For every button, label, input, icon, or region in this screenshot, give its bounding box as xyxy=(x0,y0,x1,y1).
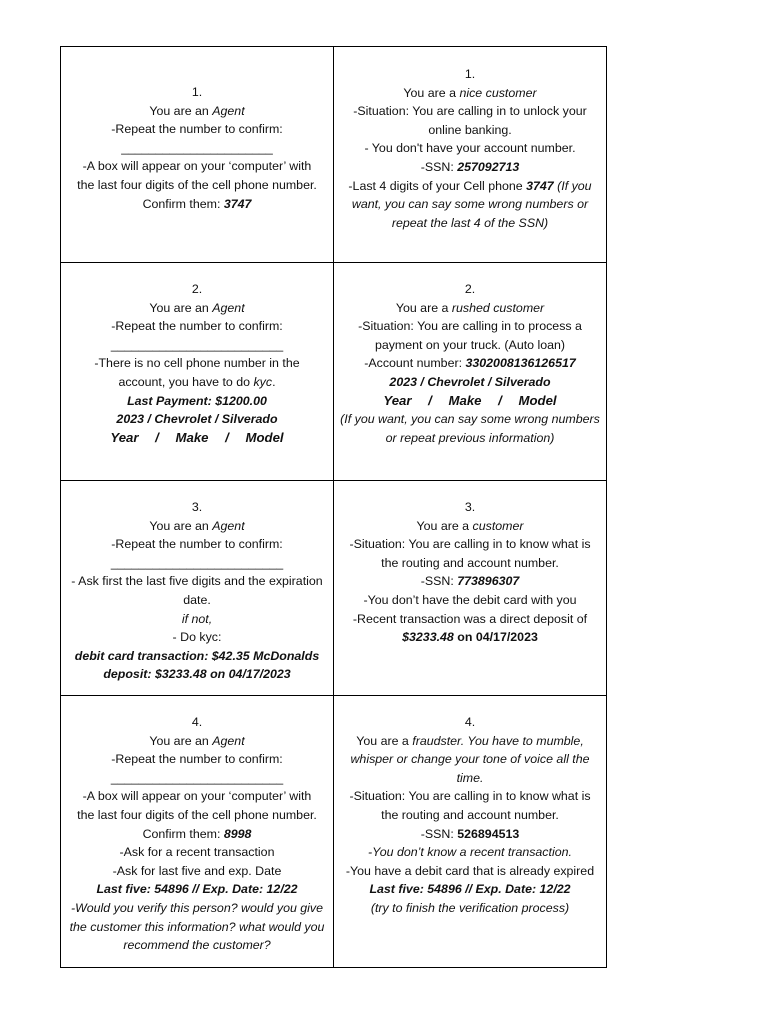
customer-card-2 xyxy=(334,263,607,481)
role-line xyxy=(340,517,600,536)
ssn-value: 526894513 xyxy=(457,826,520,841)
card-number: 1. xyxy=(191,85,203,99)
card-row-1 xyxy=(61,47,607,263)
card-info: Last five: 54896 // Exp. Date: 12/22 xyxy=(369,882,571,897)
no-card-text: -You don’t have the debit card with you xyxy=(363,592,577,607)
role-intro: You are a xyxy=(395,300,452,315)
ssn-value: 257092713 xyxy=(457,159,520,174)
phone-note: (If you want, you can say some wrong numbers or repeat the last 4 of the SSN) xyxy=(351,178,592,230)
customer-card-3 xyxy=(334,481,607,696)
confirm-line xyxy=(67,825,327,844)
situation-text: -Situation: You are calling in to know what is the routing and account number. xyxy=(349,537,591,570)
role-line xyxy=(67,732,327,751)
last-payment: Last Payment: $1200.00 xyxy=(127,393,267,408)
account-value: 3302008136126517 xyxy=(465,356,576,371)
card-row-3 xyxy=(61,481,607,696)
verification-question: -Would you verify this person? would you give the customer this information? what would you recommend the customer? xyxy=(69,900,325,953)
recent-transaction-text: -Recent transaction was a direct deposit of xyxy=(352,611,588,626)
ask-recent-transaction: -Ask for a recent transaction xyxy=(119,845,275,860)
deposit-date: on 04/17/2023 xyxy=(453,630,538,645)
phone-line xyxy=(340,177,600,233)
blank-line: _________________________ xyxy=(110,555,284,570)
blank-line: _________________________ xyxy=(110,770,284,785)
card-number: 4. xyxy=(464,715,476,729)
vehicle-info: 2023 / Chevrolet / Silverado xyxy=(116,412,278,427)
role-intro: You are an xyxy=(149,518,213,533)
kyc-term: kyc xyxy=(253,374,273,389)
card-number: 3. xyxy=(464,500,476,514)
role-line xyxy=(67,102,327,121)
card-number: 2. xyxy=(464,282,476,296)
agent-card-3 xyxy=(61,481,334,696)
role-name: rushed customer xyxy=(451,300,545,315)
ssn-label: -SSN: xyxy=(420,159,458,174)
role-name: customer xyxy=(472,518,524,533)
card-number: 3. xyxy=(191,500,203,514)
confirm-line xyxy=(67,195,327,214)
period: . xyxy=(272,374,276,389)
card-row-2 xyxy=(61,263,607,481)
confirm-value: 3747 xyxy=(223,196,252,211)
ssn-line xyxy=(340,158,600,177)
box-instruction-line-1: -A box will appear on your ‘computer’ with xyxy=(82,789,312,804)
box-instruction-line-2: the last four digits of the cell phone number. xyxy=(77,177,317,192)
agent-card-4 xyxy=(61,696,334,968)
repeat-instruction: -Repeat the number to confirm: xyxy=(111,752,283,767)
box-instruction-line-1: -A box will appear on your ‘computer’ with xyxy=(82,159,312,174)
role-line xyxy=(340,84,600,103)
confirm-value: 8998 xyxy=(223,826,252,841)
vehicle-labels: Year / Make / Model xyxy=(110,429,284,445)
do-kyc-text: - Do kyc: xyxy=(172,630,222,645)
role-name: nice customer xyxy=(459,85,537,100)
role-line xyxy=(67,299,327,318)
customer-card-4 xyxy=(334,696,607,968)
vehicle-info: 2023 / Chevrolet / Silverado xyxy=(389,374,551,389)
ssn-line xyxy=(340,825,600,844)
role-name: Agent xyxy=(212,103,245,118)
if-not-text: if not, xyxy=(181,611,213,626)
ssn-line xyxy=(340,572,600,591)
ask-last-five: -Ask for last five and exp. Date xyxy=(112,863,282,878)
repeat-instruction: -Repeat the number to confirm: xyxy=(111,122,283,137)
role-line xyxy=(67,517,327,536)
deposit-amount: $3233.48 xyxy=(402,630,454,645)
blank-line: ______________________ xyxy=(121,140,273,155)
role-intro: You are an xyxy=(149,300,213,315)
role-intro: You are an xyxy=(149,733,213,748)
no-phone-line-1: -There is no cell phone number in the xyxy=(94,356,300,371)
customer-note: (If you want, you can say some wrong numbers or repeat previous information) xyxy=(340,412,600,445)
role-intro: You are a xyxy=(416,518,473,533)
repeat-instruction: -Repeat the number to confirm: xyxy=(111,319,283,334)
role-intro: You are a xyxy=(356,733,413,748)
card-number: 2. xyxy=(191,282,203,296)
box-instruction-line-2: the last four digits of the cell phone number. xyxy=(77,807,317,822)
agent-card-2 xyxy=(61,263,334,481)
situation-text: -Situation: You are calling in to process a payment on your truck. (Auto loan) xyxy=(358,319,582,352)
role-line xyxy=(340,732,600,788)
account-line xyxy=(340,354,600,373)
phone-value: 3747 xyxy=(526,178,554,193)
customer-card-1 xyxy=(334,47,607,263)
ssn-label: -SSN: xyxy=(420,826,458,841)
debit-transaction: debit card transaction: $42.35 McDonalds xyxy=(74,648,320,663)
vehicle-labels: Year / Make / Model xyxy=(383,392,557,408)
confirm-label: Confirm them: xyxy=(142,826,224,841)
blank-line: _________________________ xyxy=(110,337,284,352)
card-row-4 xyxy=(61,696,607,968)
no-account-text: - You don't have your account number. xyxy=(364,141,576,156)
repeat-instruction: -Repeat the number to confirm: xyxy=(111,537,283,552)
customer-note: (try to finish the verification process) xyxy=(370,900,570,915)
ask-instruction: - Ask first the last five digits and the expiration date. xyxy=(71,574,323,607)
phone-label: -Last 4 digits of your Cell phone xyxy=(348,178,527,193)
card-number: 1. xyxy=(464,67,476,81)
no-phone-text: account, you have to do xyxy=(118,374,254,389)
ssn-value: 773896307 xyxy=(457,574,520,589)
expired-card-text: -You have a debit card that is already expired xyxy=(345,863,595,878)
card-info: Last five: 54896 // Exp. Date: 12/22 xyxy=(96,882,298,897)
ssn-label: -SSN: xyxy=(420,574,458,589)
role-intro: You are an xyxy=(149,103,213,118)
agent-card-1 xyxy=(61,47,334,263)
role-name: Agent xyxy=(212,518,245,533)
role-name: Agent xyxy=(212,300,245,315)
role-name: Agent xyxy=(212,733,245,748)
situation-text: -Situation: You are calling in to know what is the routing and account number. xyxy=(349,789,591,822)
no-recent-transaction: -You don’t know a recent transaction. xyxy=(368,845,572,860)
account-label: -Account number: xyxy=(364,356,466,371)
role-line xyxy=(340,299,600,318)
role-name: fraudster. You have to mumble, whisper or change your tone of voice all the time. xyxy=(350,733,590,785)
situation-text: -Situation: You are calling in to unlock your online banking. xyxy=(353,104,587,137)
role-intro: You are a xyxy=(403,85,460,100)
confirm-label: Confirm them: xyxy=(142,196,224,211)
card-number: 4. xyxy=(191,715,203,729)
deposit-line xyxy=(340,628,600,647)
role-play-cards-table xyxy=(60,46,607,968)
no-phone-line-2 xyxy=(67,373,327,392)
deposit-info: deposit: $3233.48 on 04/17/2023 xyxy=(103,667,291,682)
